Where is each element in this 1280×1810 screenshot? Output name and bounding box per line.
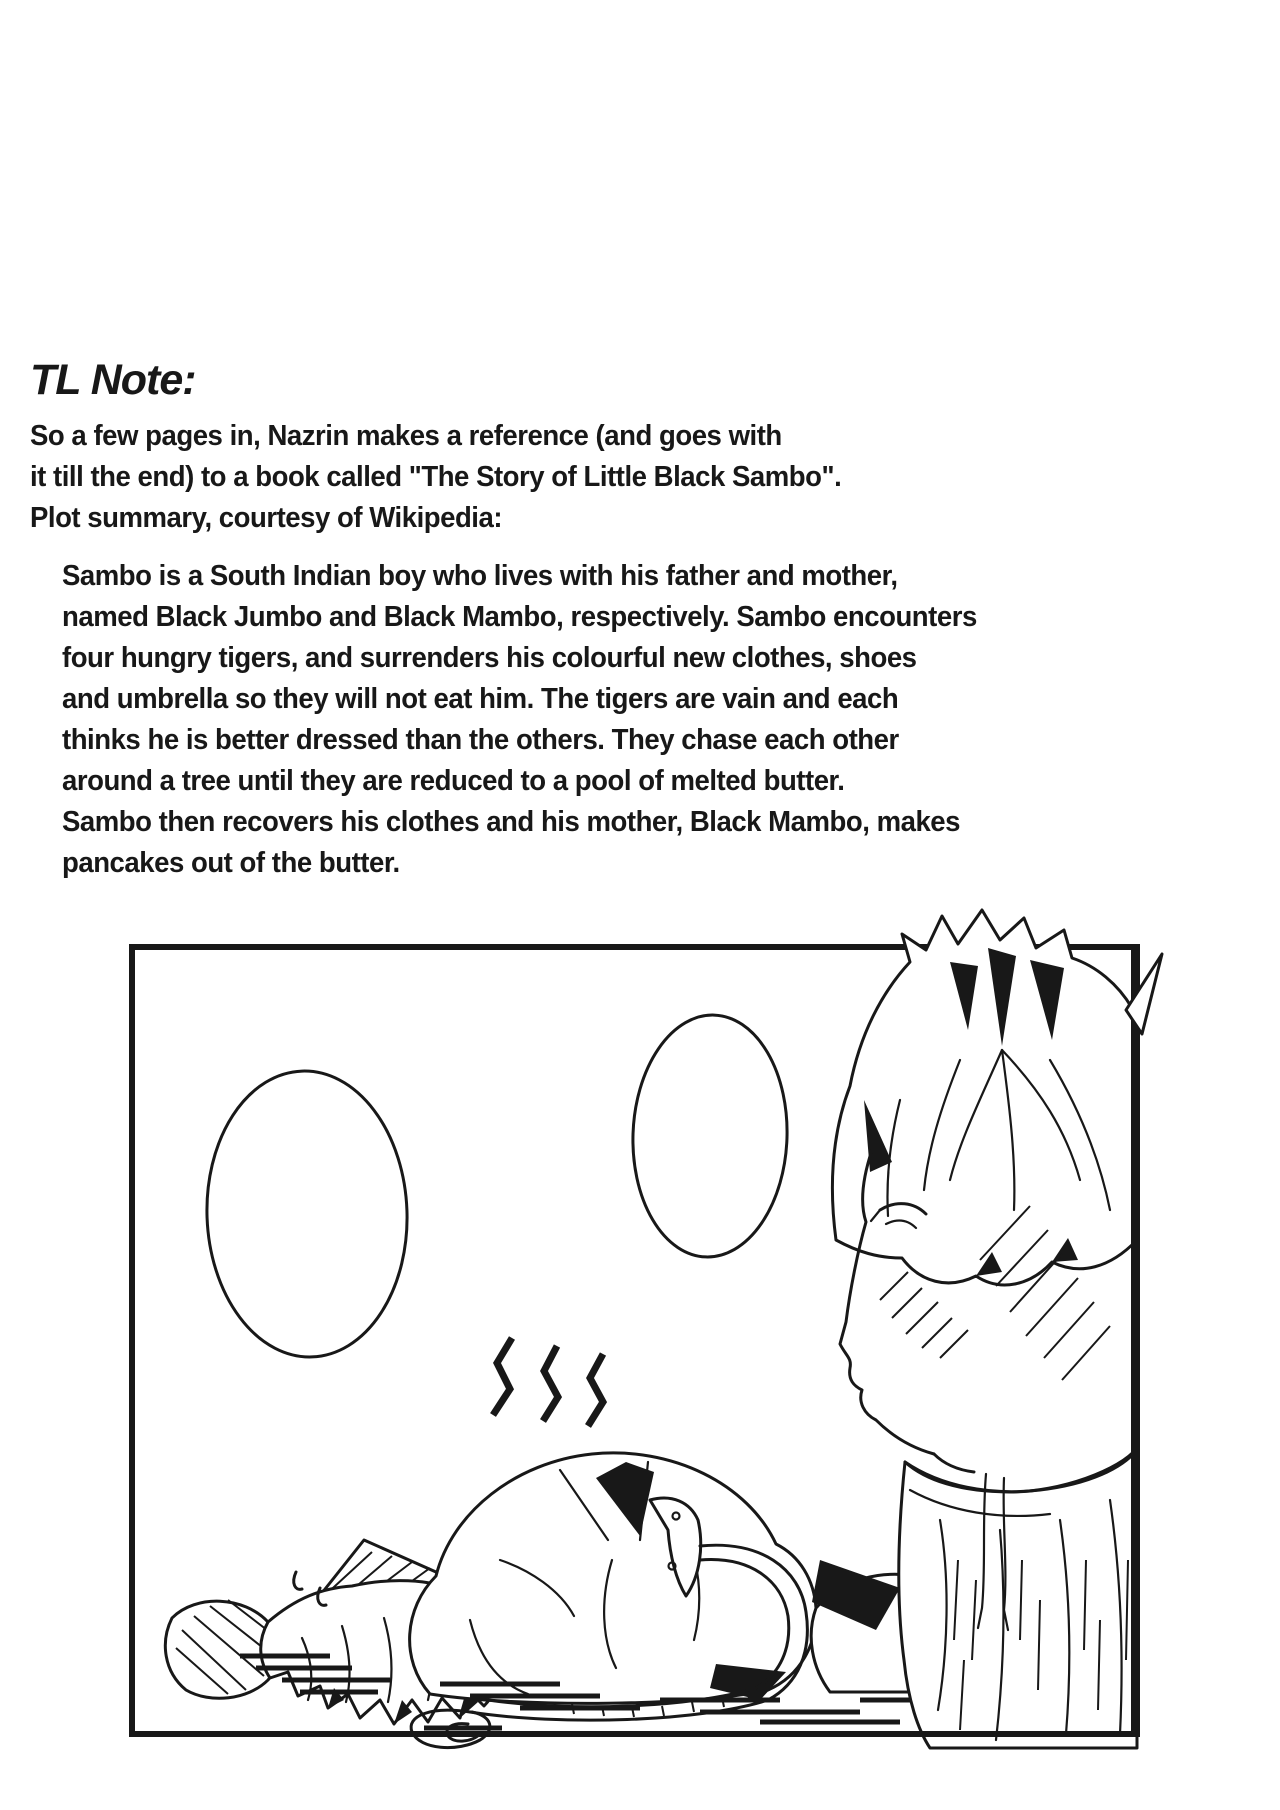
summary-line: pancakes out of the butter. [62,847,400,879]
summary-line: thinks he is better dressed than the others. They chase each other [62,724,899,756]
note-line: it till the end) to a book called "The Story of Little Black Sambo". [30,461,842,493]
summary-line: named Black Jumbo and Black Mambo, respectively. Sambo encounters [62,601,977,633]
summary-line: Sambo then recovers his clothes and his mother, Black Mambo, makes [62,806,961,838]
summary-line: around a tree until they are reduced to a pool of melted butter. [62,765,845,797]
note-line: So a few pages in, Nazrin makes a reference (and goes with [30,420,782,452]
summary-line: four hungry tigers, and surrenders his colourful new clothes, shoes [62,642,917,674]
summary-line: Sambo is a South Indian boy who lives with his father and mother, [62,560,898,592]
tl-note-heading: TL Note: [30,356,196,404]
character-robe [899,1448,1137,1748]
summary-line: and umbrella so they will not eat him. The tigers are vain and each [62,683,899,715]
note-line: Plot summary, courtesy of Wikipedia: [30,502,503,534]
